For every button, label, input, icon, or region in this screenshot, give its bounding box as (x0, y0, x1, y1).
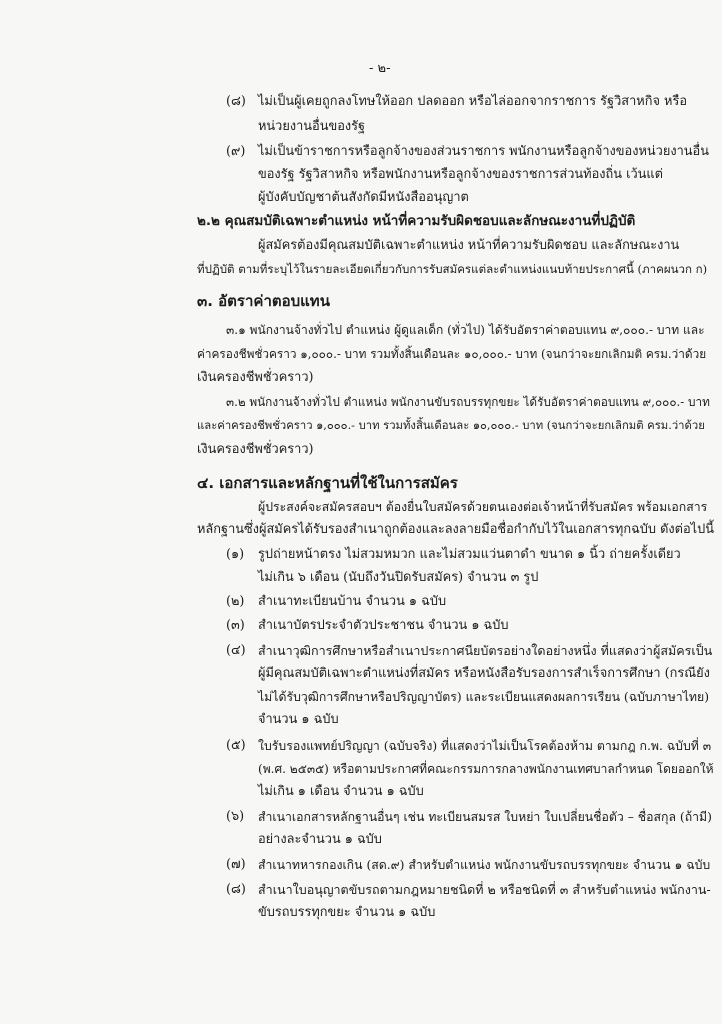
document-item-8-number: (๘) (226, 882, 246, 897)
document-item-4-line4: จำนวน ๑ ฉบับ (258, 712, 339, 727)
section-2-2-line1: ผู้สมัครต้องมีคุณสมบัติเฉพาะตำแหน่ง หน้าที่ความรับผิดชอบ และลักษณะงาน (258, 238, 680, 253)
section-2-2-line2: ที่ปฏิบัติ ตามที่ระบุไว้ในรายละเอียดเกี่ยวกับการรับสมัครแต่ละตำแหน่งแนบท้ายประกาศนี้ (ภาคผนวก ก) (197, 262, 708, 276)
document-item-4-number: (๔) (226, 643, 246, 658)
document-item-5-line2: (พ.ศ. ๒๕๓๕) หรือตามประกาศที่คณะกรรมการกลางพนักงานเทศบาลกำหนด โดยออกให้ (258, 762, 714, 776)
document-item-6-line1: สำเนาเอกสารหลักฐานอื่นๆ เช่น ทะเบียนสมรส ใบหย่า ใบเปลี่ยนชื่อตัว – ชื่อสกุล (ถ้ามี) (258, 810, 712, 824)
document-item-2-line1: สำเนาทะเบียนบ้าน จำนวน ๑ ฉบับ (258, 594, 447, 609)
document-item-6-line2: อย่างละจำนวน ๑ ฉบับ (258, 832, 382, 847)
section-3-heading: ๓. อัตราค่าตอบแทน (197, 292, 330, 310)
document-item-1-line1: รูปถ่ายหน้าตรง ไม่สวมหมวก และไม่สวมแว่นตาดำ ขนาด ๑ นิ้ว ถ่ายครั้งเดียว (258, 547, 681, 562)
section-3-2-line2: และค่าครองชีพชั่วคราว ๑,๐๐๐.- บาท รวมทั้งสิ้นเดือนละ ๑๐,๐๐๐.- บาท (จนกว่าจะยกเลิกมติ ครม.ว่าด้วย (197, 419, 705, 432)
document-item-3-line1: สำเนาบัตรประจำตัวประชาชน จำนวน ๑ ฉบับ (258, 618, 509, 633)
eligibility-item-8-line1: ไม่เป็นผู้เคยถูกลงโทษให้ออก ปลดออก หรือไล่ออกจากราชการ รัฐวิสาหกิจ หรือ (258, 94, 688, 109)
eligibility-item-9-number: (๙) (226, 144, 246, 159)
document-item-6-number: (๖) (226, 809, 245, 824)
document-item-3-number: (๓) (226, 618, 245, 633)
section-4-heading: ๔. เอกสารและหลักฐานที่ใช้ในการสมัคร (197, 474, 458, 492)
document-item-5-line1: ใบรับรองแพทย์ปริญญา (ฉบับจริง) ที่แสดงว่าไม่เป็นโรคต้องห้าม ตามกฎ ก.พ. ฉบับที่ ๓ (258, 739, 712, 753)
eligibility-item-9-line3: ผู้บังคับบัญชาต้นสังกัดมีหนังสืออนุญาต (258, 190, 469, 205)
document-item-5-line3: ไม่เกิน ๑ เดือน จำนวน ๑ ฉบับ (258, 784, 424, 799)
section-3-2-line3: เงินครองชีพชั่วคราว) (197, 442, 314, 457)
section-4-intro-line2: หลักฐานซึ่งผู้สมัครได้รับรองสำเนาถูกต้องและลงลายมือชื่อกำกับไว้ในเอกสารทุกฉบับ ดังต่อไปนี้ (197, 522, 714, 537)
document-item-8-line1: สำเนาใบอนุญาตขับรถตามกฎหมายชนิดที่ ๒ หรือชนิดที่ ๓ สำหรับตำแหน่ง พนักงาน- (258, 882, 711, 897)
page-number: - ๒- (369, 61, 391, 76)
eligibility-item-8-number: (๘) (226, 94, 246, 109)
document-item-4-line2: ผู้มีคุณสมบัติเฉพาะตำแหน่งที่สมัคร หรือหนังสือรับรองการสำเร็จการศึกษา (กรณียัง (258, 666, 710, 681)
section-2-2-heading: ๒.๒ คุณสมบัติเฉพาะตำแหน่ง หน้าที่ความรับผิดชอบและลักษณะงานที่ปฏิบัติ (197, 213, 636, 229)
document-item-4-line1: สำเนาวุฒิการศึกษาหรือสำเนาประกาศนียบัตรอย่างใดอย่างหนึ่ง ที่แสดงว่าผู้สมัครเป็น (258, 643, 713, 658)
eligibility-item-9-line2: ของรัฐ รัฐวิสาหกิจ หรือพนักงานหรือลูกจ้างของราชการส่วนท้องถิ่น เว้นแต่ (258, 167, 663, 182)
document-item-5-number: (๕) (226, 738, 246, 753)
document-item-1-line2: ไม่เกิน ๖ เดือน (นับถึงวันปิดรับสมัคร) จำนวน ๓ รูป (258, 570, 539, 585)
document-item-4-line3: ไม่ได้รับวุฒิการศึกษาหรือปริญญาบัตร) และระเบียนแสดงผลการเรียน (ฉบับภาษาไทย) (258, 690, 710, 704)
eligibility-item-9-line1: ไม่เป็นข้าราชการหรือลูกจ้างของส่วนราชการ พนักงานหรือลูกจ้างของหน่วยงานอื่น (258, 144, 709, 159)
section-3-2-line1: ๓.๒ พนักงานจ้างทั่วไป ตำแหน่ง พนักงานขับรถบรรทุกขยะ ได้รับอัตราค่าตอบแทน ๙,๐๐๐.- บาท (226, 395, 710, 409)
eligibility-item-8-line2: หน่วยงานอื่นของรัฐ (258, 119, 366, 134)
section-4-intro-line1: ผู้ประสงค์จะสมัครสอบฯ ต้องยื่นใบสมัครด้วยตนเองต่อเจ้าหน้าที่รับสมัคร พร้อมเอกสาร (258, 500, 708, 514)
section-3-1-line2: ค่าครองชีพชั่วคราว ๑,๐๐๐.- บาท รวมทั้งสิ้นเดือนละ ๑๐,๐๐๐.- บาท (จนกว่าจะยกเลิกมติ ครม.ว่าด้วย (197, 347, 707, 361)
document-item-8-line2: ขับรถบรรทุกขยะ จำนวน ๑ ฉบับ (258, 905, 436, 920)
document-item-7-number: (๗) (226, 857, 246, 872)
section-3-1-line3: เงินครองชีพชั่วคราว) (197, 370, 314, 385)
document-item-7-line1: สำเนาทหารกองเกิน (สด.๙) สำหรับตำแหน่ง พนักงานขับรถบรรทุกขยะ จำนวน ๑ ฉบับ (258, 858, 711, 872)
section-3-1-line1: ๓.๑ พนักงานจ้างทั่วไป ตำแหน่ง ผู้ดูแลเด็ก (ทั่วไป) ได้รับอัตราค่าตอบแทน ๙,๐๐๐.- บาท และ (226, 323, 705, 337)
document-item-1-number: (๑) (226, 547, 245, 562)
document-item-2-number: (๒) (226, 594, 245, 609)
